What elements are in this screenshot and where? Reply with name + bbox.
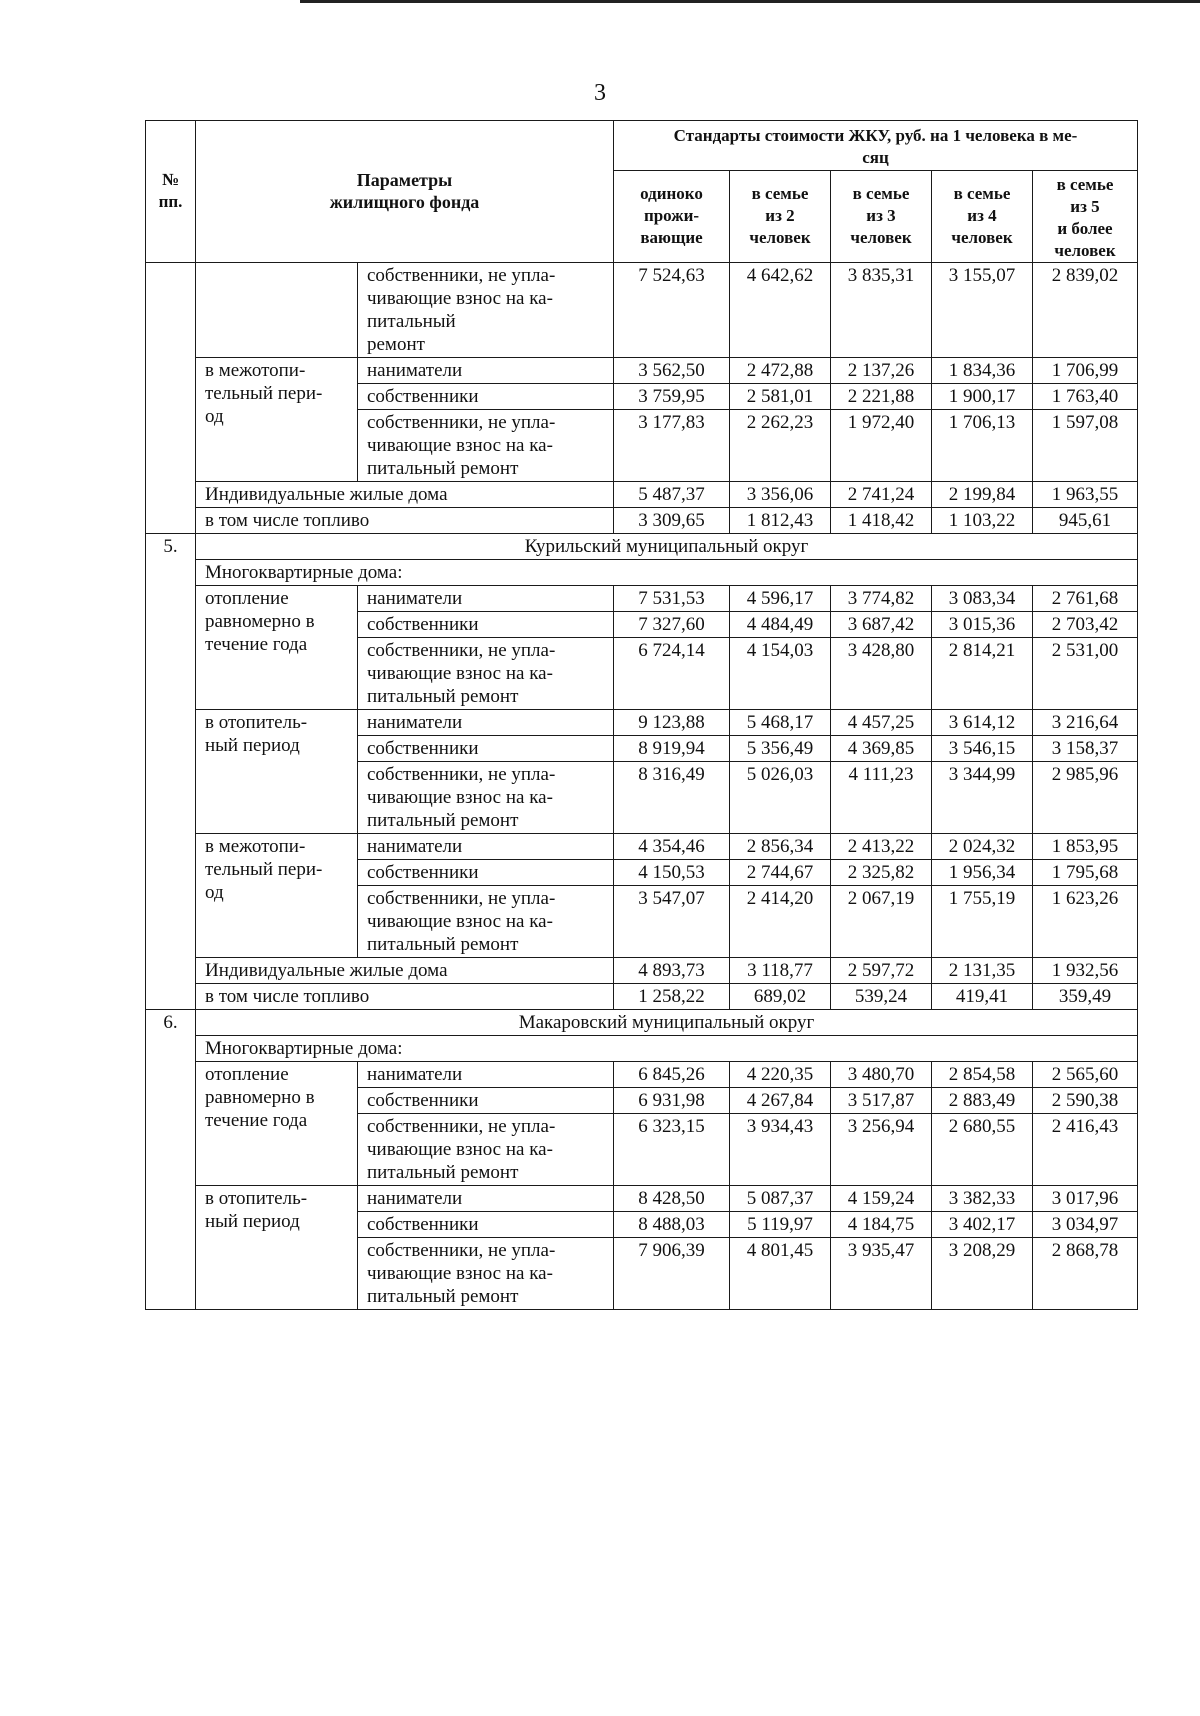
value-cell: 3 546,15 xyxy=(932,736,1033,762)
table-row xyxy=(146,834,1138,860)
value-cell: 1 812,43 xyxy=(730,508,831,534)
value-cell: 7 524,63 xyxy=(614,263,730,358)
table-row xyxy=(146,710,1138,736)
value-cell: 3 517,87 xyxy=(831,1088,932,1114)
table-row xyxy=(146,1036,1138,1062)
row-label: собственники, не упла- чивающие взнос на ка- питальный ремонт xyxy=(358,410,614,482)
value-cell: 4 484,49 xyxy=(730,612,831,638)
value-cell: 8 488,03 xyxy=(614,1212,730,1238)
value-cell: 2 744,67 xyxy=(730,860,831,886)
value-cell: 419,41 xyxy=(932,984,1033,1010)
value-cell: 4 154,03 xyxy=(730,638,831,710)
value-cell: 3 402,17 xyxy=(932,1212,1033,1238)
value-cell: 4 354,46 xyxy=(614,834,730,860)
value-cell: 6 931,98 xyxy=(614,1088,730,1114)
value-cell: 3 208,29 xyxy=(932,1238,1033,1310)
value-cell: 3 015,36 xyxy=(932,612,1033,638)
value-cell: 3 935,47 xyxy=(831,1238,932,1310)
value-cell: 3 382,33 xyxy=(932,1186,1033,1212)
group-interheating: в межотопи- тельный пери- од xyxy=(196,358,358,482)
value-cell: 945,61 xyxy=(1033,508,1138,534)
table-row xyxy=(146,1186,1138,1212)
value-cell: 1 763,40 xyxy=(1033,384,1138,410)
value-cell: 1 418,42 xyxy=(831,508,932,534)
value-cell: 7 531,53 xyxy=(614,586,730,612)
table-row xyxy=(146,263,1138,358)
value-cell: 3 034,97 xyxy=(1033,1212,1138,1238)
value-cell: 8 316,49 xyxy=(614,762,730,834)
row-label: собственники xyxy=(358,736,614,762)
header-col-single: одиноко прожи- вающие xyxy=(614,171,730,263)
group-even-heating: отопление равномерно в течение года xyxy=(196,1062,358,1186)
row-label: собственники xyxy=(358,612,614,638)
value-cell: 2 856,34 xyxy=(730,834,831,860)
value-cell: 3 356,06 xyxy=(730,482,831,508)
value-cell: 2 067,19 xyxy=(831,886,932,958)
index-cell xyxy=(146,263,196,534)
header-col-family-2: в семье из 2 человек xyxy=(730,171,831,263)
header-row xyxy=(146,121,1138,171)
value-cell: 2 325,82 xyxy=(831,860,932,886)
row-label-fuel: в том числе топливо xyxy=(196,508,614,534)
value-cell: 3 480,70 xyxy=(831,1062,932,1088)
value-cell: 2 581,01 xyxy=(730,384,831,410)
value-cell: 3 687,42 xyxy=(831,612,932,638)
section-index: 5. xyxy=(146,534,196,1010)
value-cell: 3 017,96 xyxy=(1033,1186,1138,1212)
value-cell: 5 026,03 xyxy=(730,762,831,834)
value-cell: 3 177,83 xyxy=(614,410,730,482)
value-cell: 4 150,53 xyxy=(614,860,730,886)
value-cell: 4 111,23 xyxy=(831,762,932,834)
subsection-label: Многоквартирные дома: xyxy=(196,1036,1138,1062)
value-cell: 3 547,07 xyxy=(614,886,730,958)
value-cell: 7 906,39 xyxy=(614,1238,730,1310)
value-cell: 1 963,55 xyxy=(1033,482,1138,508)
row-label: собственники, не упла- чивающие взнос на ка- питальный ремонт xyxy=(358,886,614,958)
row-label: собственники, не упла- чивающие взнос на ка- питальный ремонт xyxy=(358,638,614,710)
value-cell: 2 590,38 xyxy=(1033,1088,1138,1114)
value-cell: 1 706,99 xyxy=(1033,358,1138,384)
page-number: 3 xyxy=(594,80,606,106)
value-cell: 2 868,78 xyxy=(1033,1238,1138,1310)
row-label: собственники xyxy=(358,1212,614,1238)
value-cell: 3 118,77 xyxy=(730,958,831,984)
row-label: наниматели xyxy=(358,1186,614,1212)
header-number: № пп. xyxy=(146,121,196,263)
value-cell: 4 159,24 xyxy=(831,1186,932,1212)
value-cell: 3 155,07 xyxy=(932,263,1033,358)
section-row xyxy=(146,1010,1138,1036)
value-cell: 6 845,26 xyxy=(614,1062,730,1088)
value-cell: 2 199,84 xyxy=(932,482,1033,508)
header-col-family-4: в семье из 4 человек xyxy=(932,171,1033,263)
value-cell: 8 919,94 xyxy=(614,736,730,762)
value-cell: 2 680,55 xyxy=(932,1114,1033,1186)
value-cell: 3 835,31 xyxy=(831,263,932,358)
table-row xyxy=(146,358,1138,384)
value-cell: 7 327,60 xyxy=(614,612,730,638)
value-cell: 2 137,26 xyxy=(831,358,932,384)
value-cell: 3 562,50 xyxy=(614,358,730,384)
row-label: собственники, не упла- чивающие взнос на ка- питальный ремонт xyxy=(358,1238,614,1310)
section-title: Макаровский муниципальный округ xyxy=(196,1010,1138,1036)
value-cell: 3 344,99 xyxy=(932,762,1033,834)
value-cell: 1 795,68 xyxy=(1033,860,1138,886)
value-cell: 3 774,82 xyxy=(831,586,932,612)
value-cell: 1 932,56 xyxy=(1033,958,1138,984)
value-cell: 2 761,68 xyxy=(1033,586,1138,612)
value-cell: 2 262,23 xyxy=(730,410,831,482)
value-cell: 2 839,02 xyxy=(1033,263,1138,358)
value-cell: 3 256,94 xyxy=(831,1114,932,1186)
value-cell: 2 703,42 xyxy=(1033,612,1138,638)
value-cell: 1 706,13 xyxy=(932,410,1033,482)
table-row xyxy=(146,482,1138,508)
value-cell: 8 428,50 xyxy=(614,1186,730,1212)
value-cell: 1 597,08 xyxy=(1033,410,1138,482)
value-cell: 2 531,00 xyxy=(1033,638,1138,710)
value-cell: 4 369,85 xyxy=(831,736,932,762)
table-row xyxy=(146,560,1138,586)
value-cell: 5 087,37 xyxy=(730,1186,831,1212)
value-cell: 2 024,32 xyxy=(932,834,1033,860)
value-cell: 3 216,64 xyxy=(1033,710,1138,736)
value-cell: 4 267,84 xyxy=(730,1088,831,1114)
value-cell: 1 972,40 xyxy=(831,410,932,482)
table-row xyxy=(146,984,1138,1010)
row-label: собственники, не упла- чивающие взнос на ка- питальный ремонт xyxy=(358,762,614,834)
row-label-fuel: в том числе топливо xyxy=(196,984,614,1010)
value-cell: 1 755,19 xyxy=(932,886,1033,958)
value-cell: 2 472,88 xyxy=(730,358,831,384)
value-cell: 4 642,62 xyxy=(730,263,831,358)
value-cell: 6 724,14 xyxy=(614,638,730,710)
row-label-individual: Индивидуальные жилые дома xyxy=(196,482,614,508)
table-row xyxy=(146,586,1138,612)
value-cell: 4 596,17 xyxy=(730,586,831,612)
value-cell: 689,02 xyxy=(730,984,831,1010)
row-label: наниматели xyxy=(358,586,614,612)
value-cell: 2 221,88 xyxy=(831,384,932,410)
scan-edge xyxy=(300,0,1200,3)
section-row xyxy=(146,534,1138,560)
value-cell: 2 985,96 xyxy=(1033,762,1138,834)
row-label: наниматели xyxy=(358,834,614,860)
value-cell: 1 900,17 xyxy=(932,384,1033,410)
value-cell: 1 956,34 xyxy=(932,860,1033,886)
value-cell: 2 854,58 xyxy=(932,1062,1033,1088)
value-cell: 5 356,49 xyxy=(730,736,831,762)
row-label: наниматели xyxy=(358,358,614,384)
section-title: Курильский муниципальный округ xyxy=(196,534,1138,560)
row-label: собственники, не упла- чивающие взнос на ка- питальный ремонт xyxy=(358,1114,614,1186)
section-index: 6. xyxy=(146,1010,196,1310)
row-label-individual: Индивидуальные жилые дома xyxy=(196,958,614,984)
value-cell: 2 741,24 xyxy=(831,482,932,508)
subsection-label: Многоквартирные дома: xyxy=(196,560,1138,586)
housing-cost-standards-table xyxy=(145,120,1138,1310)
value-cell: 4 801,45 xyxy=(730,1238,831,1310)
value-cell: 1 623,26 xyxy=(1033,886,1138,958)
row-label: собственники, не упла- чивающие взнос на ка- питальный ремонт xyxy=(358,263,614,358)
value-cell: 5 119,97 xyxy=(730,1212,831,1238)
value-cell: 2 414,20 xyxy=(730,886,831,958)
header-col-family-5: в семье из 5 и более человек xyxy=(1033,171,1138,263)
table-row xyxy=(146,958,1138,984)
value-cell: 2 131,35 xyxy=(932,958,1033,984)
value-cell: 1 834,36 xyxy=(932,358,1033,384)
value-cell: 3 614,12 xyxy=(932,710,1033,736)
value-cell: 3 083,34 xyxy=(932,586,1033,612)
table-row xyxy=(146,1062,1138,1088)
header-standards: Стандарты стоимости ЖКУ, руб. на 1 человека в ме- сяц xyxy=(614,121,1138,171)
value-cell: 1 853,95 xyxy=(1033,834,1138,860)
row-label: собственники xyxy=(358,1088,614,1114)
value-cell: 5 487,37 xyxy=(614,482,730,508)
value-cell: 4 220,35 xyxy=(730,1062,831,1088)
value-cell: 2 597,72 xyxy=(831,958,932,984)
group-heating: в отопитель- ный период xyxy=(196,710,358,834)
value-cell: 2 883,49 xyxy=(932,1088,1033,1114)
row-label: наниматели xyxy=(358,710,614,736)
value-cell: 4 184,75 xyxy=(831,1212,932,1238)
row-label: собственники xyxy=(358,384,614,410)
value-cell: 4 457,25 xyxy=(831,710,932,736)
value-cell: 539,24 xyxy=(831,984,932,1010)
value-cell: 359,49 xyxy=(1033,984,1138,1010)
header-parameters: Параметры жилищного фонда xyxy=(196,121,614,263)
value-cell: 4 893,73 xyxy=(614,958,730,984)
group-heating: в отопитель- ный период xyxy=(196,1186,358,1310)
value-cell: 3 934,43 xyxy=(730,1114,831,1186)
value-cell: 1 103,22 xyxy=(932,508,1033,534)
value-cell: 2 413,22 xyxy=(831,834,932,860)
value-cell: 3 759,95 xyxy=(614,384,730,410)
value-cell: 3 428,80 xyxy=(831,638,932,710)
group-cell xyxy=(196,263,358,358)
value-cell: 9 123,88 xyxy=(614,710,730,736)
group-interheating: в межотопи- тельный пери- од xyxy=(196,834,358,958)
value-cell: 3 158,37 xyxy=(1033,736,1138,762)
row-label: собственники xyxy=(358,860,614,886)
value-cell: 2 565,60 xyxy=(1033,1062,1138,1088)
value-cell: 2 814,21 xyxy=(932,638,1033,710)
group-even-heating: отопление равномерно в течение года xyxy=(196,586,358,710)
value-cell: 2 416,43 xyxy=(1033,1114,1138,1186)
value-cell: 6 323,15 xyxy=(614,1114,730,1186)
value-cell: 3 309,65 xyxy=(614,508,730,534)
header-col-family-3: в семье из 3 человек xyxy=(831,171,932,263)
value-cell: 1 258,22 xyxy=(614,984,730,1010)
row-label: наниматели xyxy=(358,1062,614,1088)
value-cell: 5 468,17 xyxy=(730,710,831,736)
table-row xyxy=(146,508,1138,534)
